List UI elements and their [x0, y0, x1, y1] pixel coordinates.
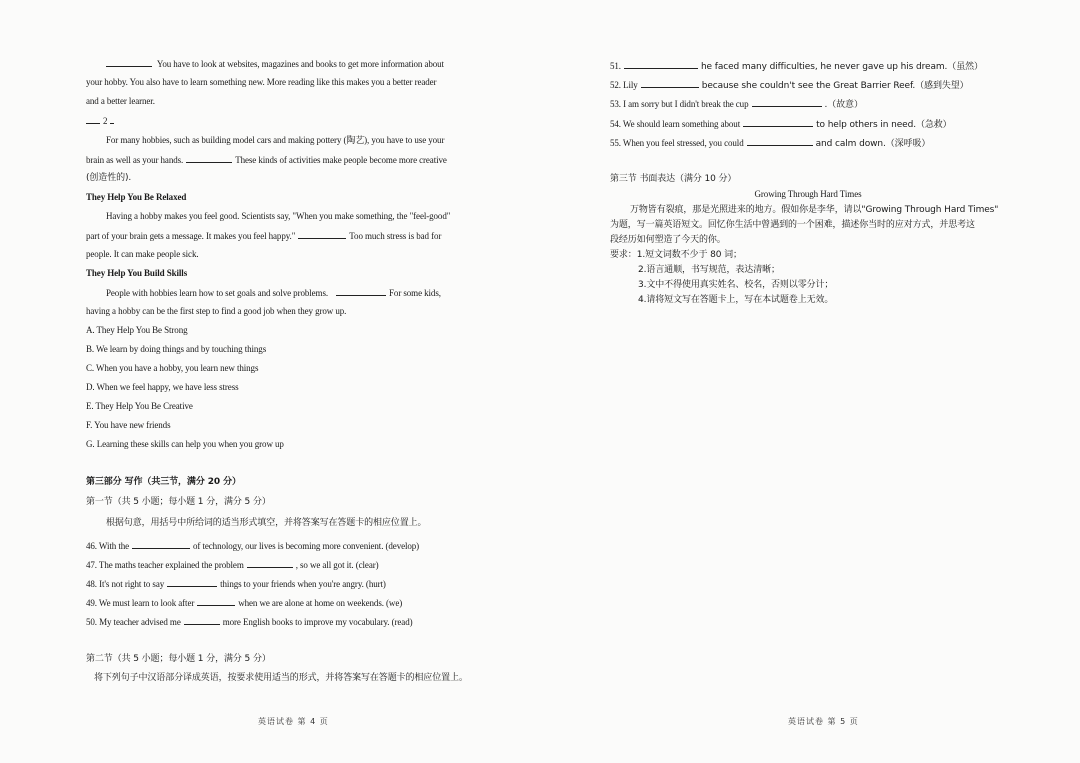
essay-title: Growing Through Hard Times: [754, 189, 862, 199]
essay-instructions: 万物皆有裂痕，那是光照进来的地方。假如你是李华，请以"Growing Through Hard Times": [630, 205, 999, 215]
answer-blank-55: [747, 137, 813, 146]
question-53: 53. I am sorry but I didn't break the cup .（故意）: [610, 99, 863, 110]
option-g: G. Learning these skills can help you when you grow up: [86, 439, 284, 449]
answer-blank-47: [247, 559, 293, 568]
requirement-3: 3.文中不得使用真实姓名、校名，否则以零分计；: [638, 280, 834, 290]
passage-line: Having a hobby makes you feel good. Scientists say, "When you make something, the "feel-good": [106, 211, 451, 221]
question-54: 54. We should learn something about to help others in need.（急救）: [610, 119, 952, 130]
requirement-2: 2.语言通顺，书写规范，表达清晰；: [638, 265, 780, 275]
requirement-1: 要求：1.短文词数不少于 80 词；: [610, 250, 742, 260]
option-a: A. They Help You Be Strong: [86, 325, 188, 335]
passage-line: your hobby. You also have to learn something new. More reading like this makes you a better reader: [86, 77, 437, 87]
question-49: 49. We must learn to look after when we are alone at home on weekends. (we): [86, 598, 403, 608]
question-55: 55. When you feel stressed, you could and calm down.（深呼吸）: [610, 138, 931, 149]
question-50: 50. My teacher advised me more English books to improve my vocabulary. (read): [86, 617, 413, 627]
section-heading: They Help You Be Relaxed: [86, 192, 187, 202]
passage-line: people. It can make people sick.: [86, 249, 199, 259]
section-heading: 第三节 书面表达（满分 10 分）: [610, 174, 737, 184]
part-heading: 第三部分 写作（共三节，满分 20 分）: [86, 477, 241, 487]
section-instructions: 根据句意，用括号中所给词的适当形式填空，并将答案写在答题卡的相应位置上。: [106, 518, 427, 528]
answer-blank-4: [298, 230, 346, 239]
requirement-4: 4.请将短文写在答题卡上，写在本试题卷上无效。: [638, 295, 834, 305]
missing-heading-blank: 2: [86, 115, 117, 127]
passage-line: You have to look at websites, magazines and books to get more information about: [86, 58, 444, 70]
page-footer-left: 英语试卷 第 4 页: [258, 717, 329, 726]
question-48: 48. It's not right to say things to your friends when you're angry. (hurt): [86, 579, 386, 589]
question-51: 51. he faced many difficulties, he never gave up his dream.（虽然）: [610, 61, 983, 72]
passage-line: brain as well as your hands. These kinds of activities make people become more creative: [86, 155, 447, 165]
answer-blank-1: [106, 58, 152, 67]
passage-line: having a hobby can be the first step to find a good job when they grow up.: [86, 306, 347, 316]
answer-blank-3: [186, 154, 232, 163]
passage-line: For many hobbies, such as building model cars and making pottery (陶艺), you have to use your: [106, 135, 445, 145]
page-footer-right: 英语试卷 第 5 页: [788, 717, 859, 726]
passage-line: People with hobbies learn how to set goals and solve problems. For some kids,: [106, 288, 441, 298]
option-e: E. They Help You Be Creative: [86, 401, 193, 411]
section-heading: 第一节（共 5 小题；每小题 1 分，满分 5 分）: [86, 497, 271, 507]
section-heading: They Help You Build Skills: [86, 268, 188, 278]
answer-blank-50: [184, 616, 220, 625]
question-46: 46. With the of technology, our lives is becoming more convenient. (develop): [86, 541, 420, 551]
option-d: D. When we feel happy, we have less stress: [86, 382, 239, 392]
section-instructions: 将下列句子中汉语部分译成英语，按要求使用适当的形式，并将答案写在答题卡的相应位置上。: [94, 673, 468, 683]
option-b: B. We learn by doing things and by touching things: [86, 344, 267, 354]
answer-blank-5: [336, 287, 386, 296]
answer-blank-48: [167, 578, 217, 587]
option-c: C. When you have a hobby, you learn new things: [86, 363, 259, 373]
essay-instructions: 段经历如何塑造了今天的你。: [610, 235, 726, 245]
passage-line: and a better learner.: [86, 96, 155, 106]
answer-blank-54: [743, 118, 813, 127]
answer-blank-53: [752, 98, 822, 107]
answer-blank-46: [132, 540, 190, 549]
question-47: 47. The maths teacher explained the problem , so we all got it. (clear): [86, 560, 379, 570]
passage-line: (创造性的).: [86, 173, 132, 183]
question-52: 52. Lily because she couldn't see the Great Barrier Reef.（感到失望）: [610, 80, 969, 91]
answer-blank-52: [641, 79, 699, 88]
answer-blank-51: [624, 60, 698, 69]
essay-instructions: 为题，写一篇英语短文。回忆你生活中曾遇到的一个困难，描述你当时的应对方式，并思考这: [610, 220, 975, 230]
section-heading: 第二节（共 5 小题；每小题 1 分，满分 5 分）: [86, 654, 271, 664]
passage-line: part of your brain gets a message. It makes you feel happy." Too much stress is bad for: [86, 231, 442, 241]
answer-blank-49: [197, 597, 235, 606]
option-f: F. You have new friends: [86, 420, 171, 430]
